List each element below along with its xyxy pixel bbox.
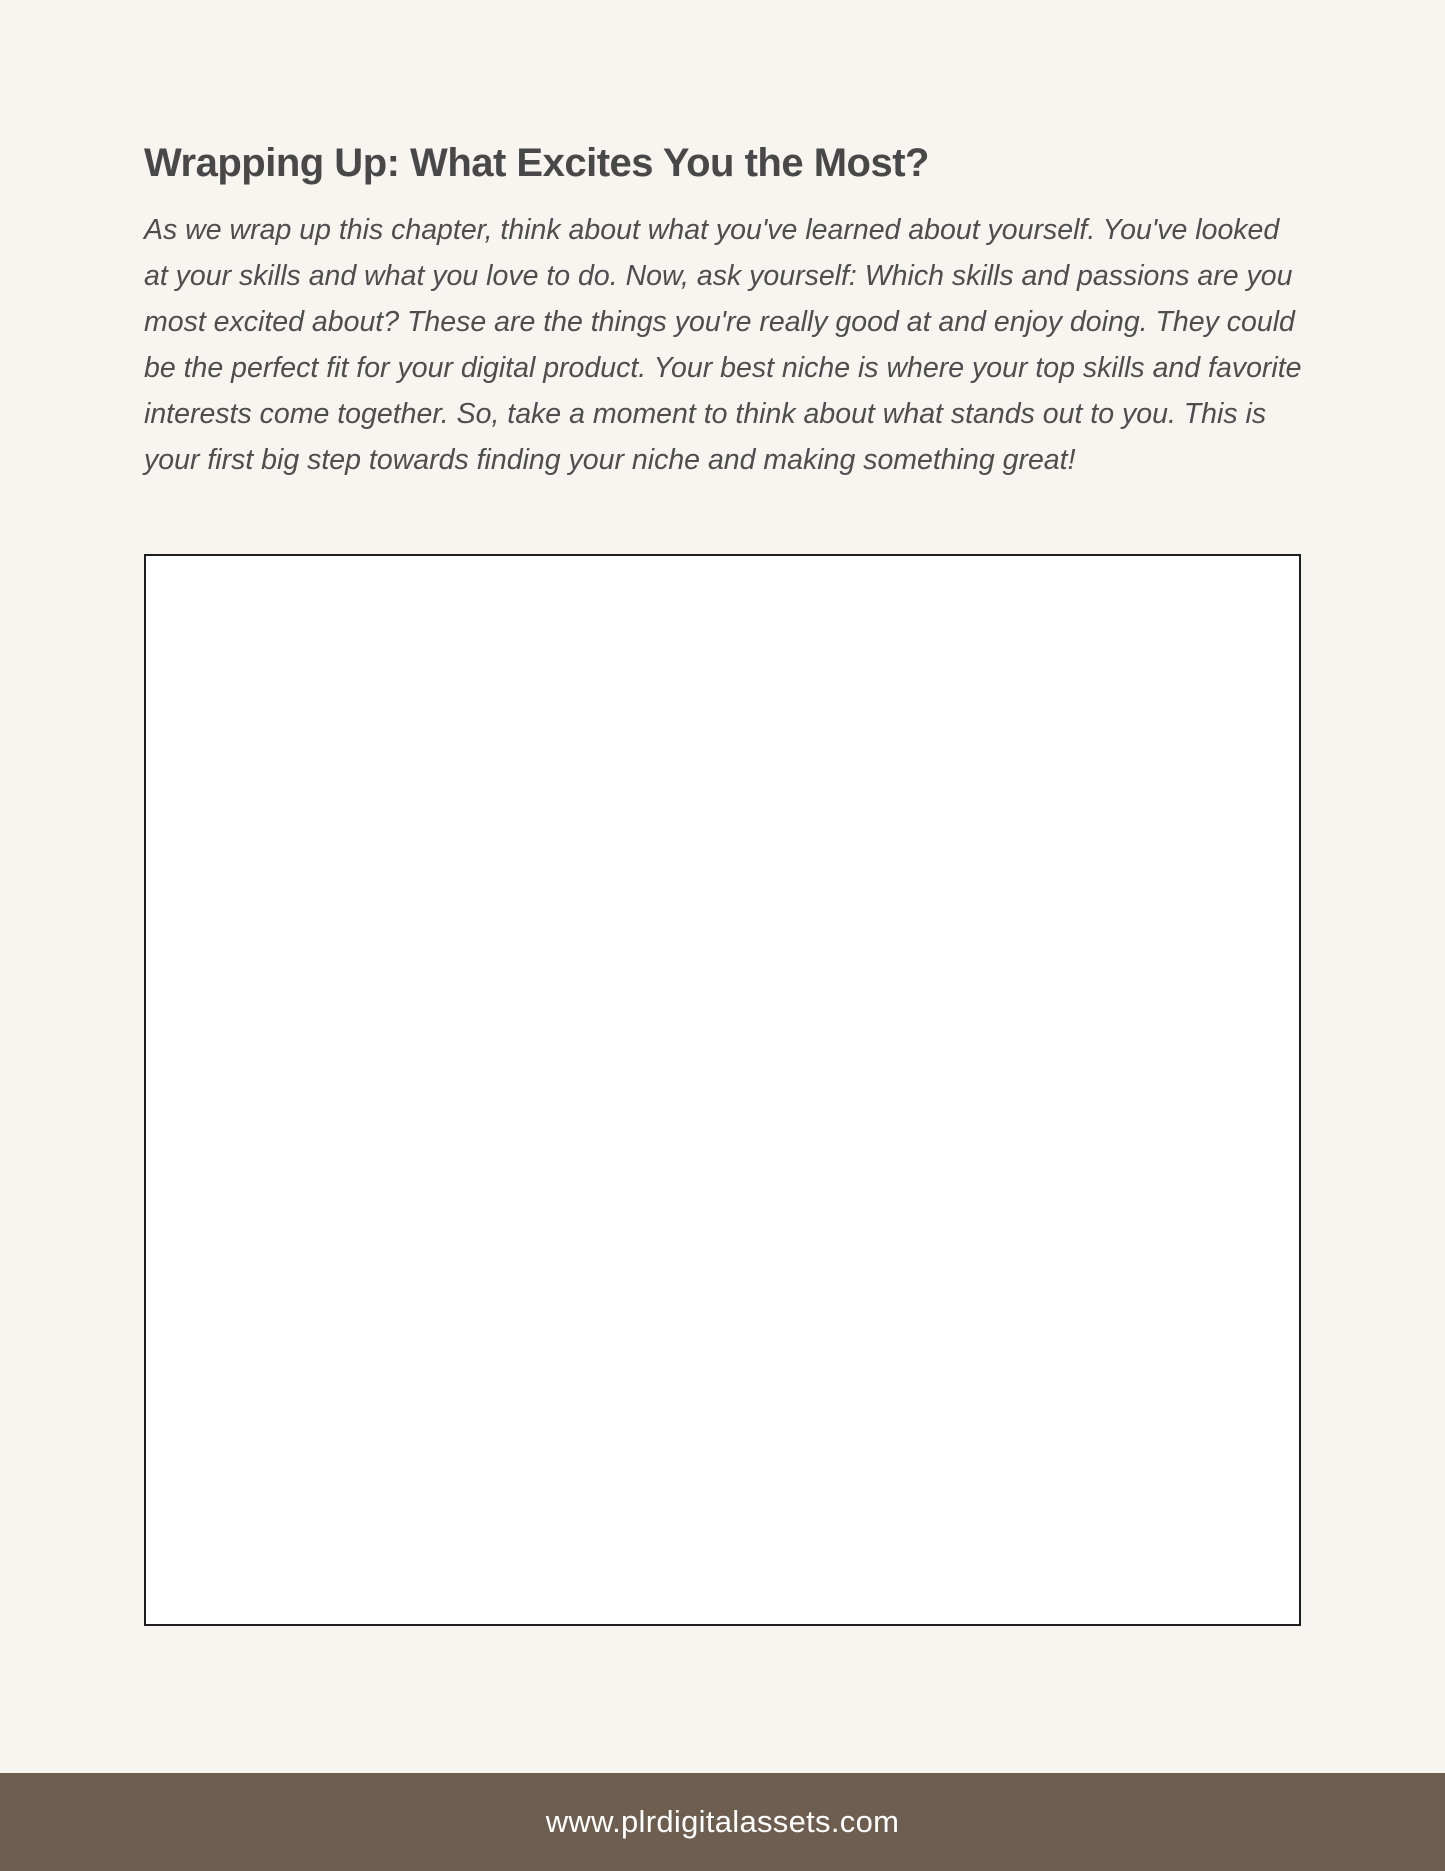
writing-area-box[interactable] xyxy=(144,554,1301,1626)
footer-website-url: www.plrdigitalassets.com xyxy=(545,1804,900,1839)
page-title: Wrapping Up: What Excites You the Most? xyxy=(144,141,929,185)
footer-bar xyxy=(0,1773,1445,1871)
intro-paragraph: As we wrap up this chapter, think about what you've learned about yourself. You've looked at your skills and what you love to do. Now, ask yourself: Which skills and passions are you most excited about? These are the things you're really good at and enjoy doing. They could be the perfect fit for your digital product. Your best niche is where your top skills and favorite interests come together. So, take a moment to think about what stands out to you. This is your first big step towards finding your niche and making something great! xyxy=(144,214,1302,476)
